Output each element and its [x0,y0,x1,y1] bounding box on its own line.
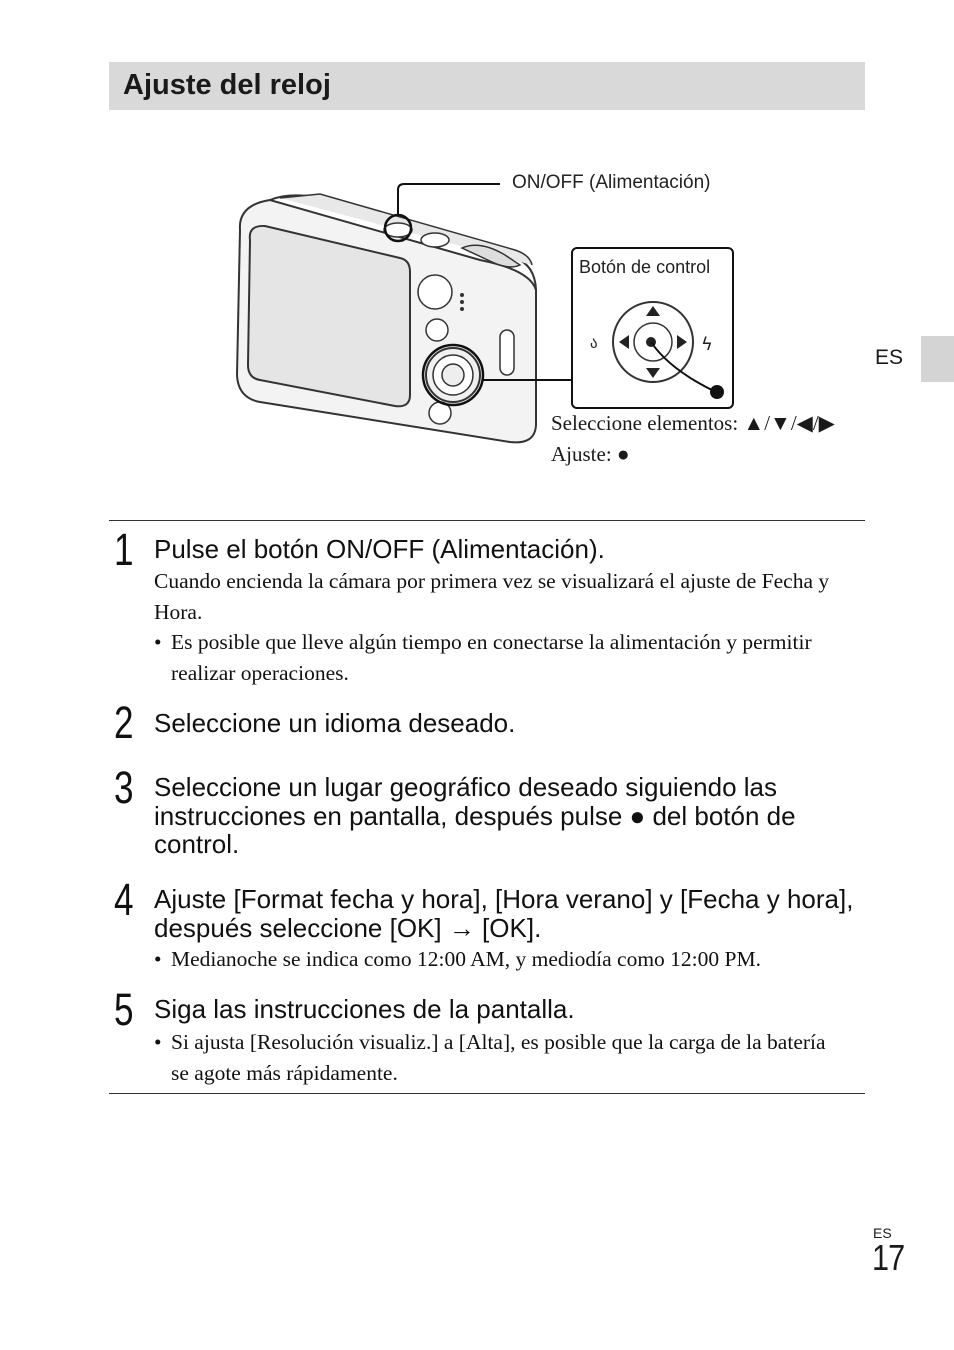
bullet-text: Si ajusta [Resolución visualiz.] a [Alta], es posible que la carga de la batería se agote más rápidamente. [171,1030,826,1085]
legend-set: Ajuste: ● [551,442,630,466]
step-bullet [154,944,844,975]
step-title: Seleccione un lugar geográfico deseado siguiendo las instrucciones en pantalla, después pulse ● del botón de control. [154,772,796,859]
step-number: 4 [114,874,134,925]
step-title: Pulse el botón ON/OFF (Alimentación). [154,534,605,564]
svg-text:ა: ა [590,334,598,352]
step-number: 5 [114,984,134,1035]
bullet-text: Medianoche se indica como 12:00 AM, y mediodía como 12:00 PM. [171,947,761,971]
bottom-rule [109,1093,865,1094]
step-text: Cuando encienda la cámara por primera vez se visualizará el ajuste de Fecha y Hora. [154,569,830,624]
section-header [109,62,865,110]
bullet-dot: • [154,1030,162,1054]
step-number: 1 [114,524,134,575]
bullet-text: Es posible que lleve algún tiempo en conectarse la alimentación y permitir realizar operaciones. [171,630,812,685]
top-rule [109,520,865,521]
power-button-callout: ON/OFF (Alimentación) [512,172,711,193]
language-tab [921,336,954,382]
step-title: Siga las instrucciones de la pantalla. [154,994,575,1024]
page-number: 17 [872,1237,905,1278]
control-button-callout: Botón de control [579,257,711,277]
bullet-dot: • [154,630,162,654]
legend-select: Seleccione elementos: ▲/▼/◀/▶ [551,411,835,435]
language-label: ES [875,346,904,369]
bullet-dot: • [154,947,162,971]
step-bullet [154,627,844,689]
step-title: Seleccione un idioma deseado. [154,708,516,738]
footer-language: ES [873,1225,892,1241]
step-bullet [154,1027,844,1089]
svg-text:ϟ: ϟ [701,334,713,355]
step-title: Ajuste [Format fecha y hora], [Hora verano] y [Fecha y hora], después seleccione [OK] → [OK]. [154,884,854,943]
step-number: 2 [114,697,134,748]
page-title: Ajuste del reloj [123,69,331,101]
step-number: 3 [114,762,134,813]
